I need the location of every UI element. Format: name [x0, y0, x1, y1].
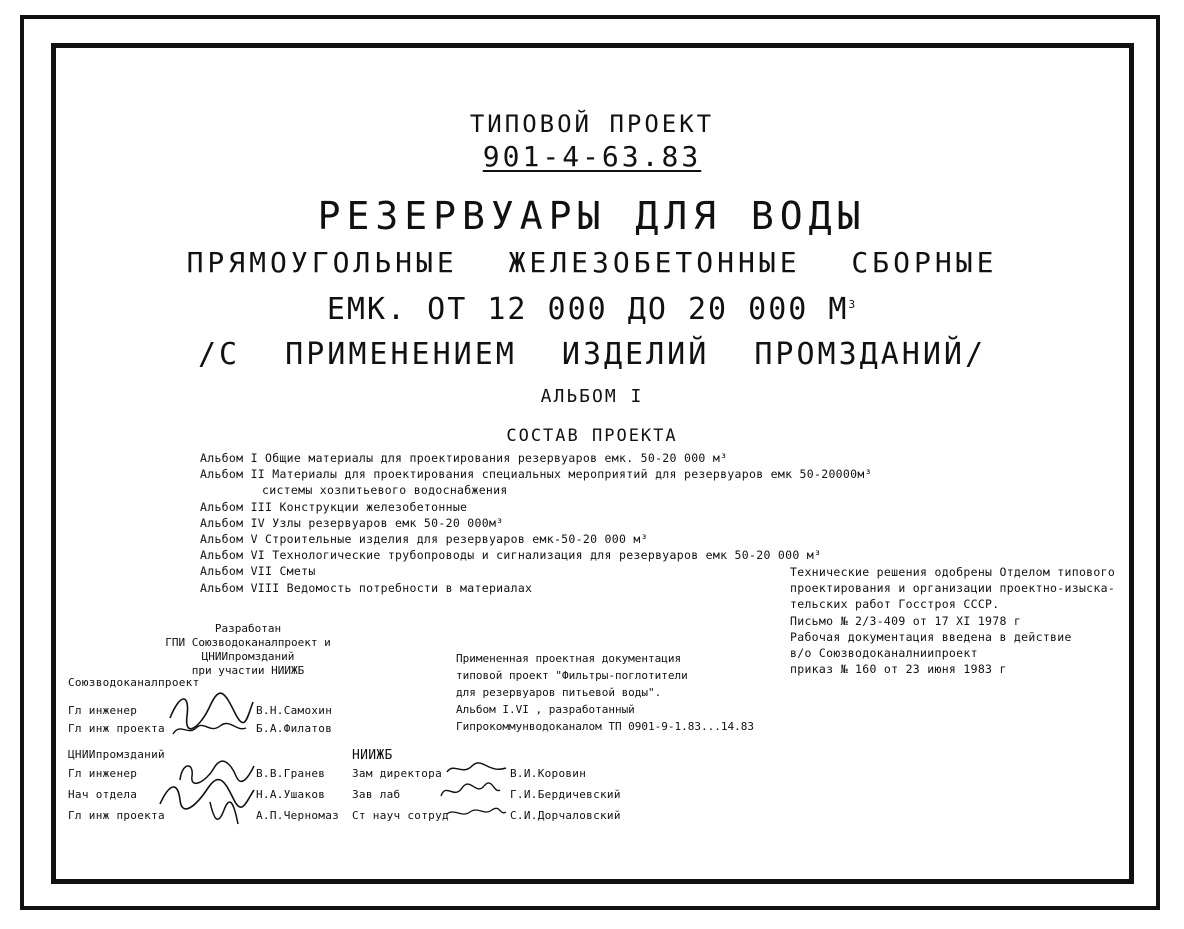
list-item: Альбом II Материалы для проектирования специальных мероприятий для резервуаров емк 50-20000м³ [200, 467, 872, 482]
approval-line: приказ № 160 от 23 июня 1983 г [790, 662, 1007, 677]
composition-list [200, 450, 872, 596]
project-number: 901-4-63.83 [482, 140, 702, 173]
approval-line: Технические решения одобрены Отделом типового [790, 565, 1116, 579]
capacity-superscript: 3 [848, 298, 858, 311]
applied-line: для резервуаров питьевой воды". [456, 686, 662, 699]
developers-heading: Разработан [214, 622, 282, 635]
signature-role: Гл инж проекта [68, 722, 165, 735]
developers-org: ГПИ Союзводоканалпроект и ЦНИИпромзданий [165, 636, 331, 663]
signature-role: Нач отдела [68, 788, 138, 801]
applied-line: Гипрокоммунводоканалом ТП 0901-9-1.83...14.83 [456, 720, 755, 733]
signature-role: Ст науч сотруд [352, 809, 449, 822]
approval-line: в/о Союзводоканалниипроект [790, 646, 978, 661]
list-item: системы хозпитьевого водоснабжения [262, 483, 508, 498]
usage-line: /С ПРИМЕНЕНИЕМ ИЗДЕЛИЙ ПРОМЗДАНИЙ/ [197, 337, 987, 372]
approval-note [790, 564, 1115, 677]
handwritten-signature-dorchalovsky [444, 804, 508, 822]
document-subtitle: ПРЯМОУГОЛЬНЫЕ ЖЕЛЕЗОБЕТОННЫЕ СБОРНЫЕ [186, 246, 998, 279]
signature-role: Гл инж проекта [68, 809, 165, 822]
project-type-heading: ТИПОВОЙ ПРОЕКТ [469, 110, 715, 138]
org-niizhb: НИИЖБ [352, 748, 393, 763]
applied-docs-block [456, 650, 754, 735]
signature-role: Зам директора [352, 767, 442, 780]
list-item: Альбом IV Узлы резервуаров емк 50-20 000м³ [200, 515, 504, 530]
handwritten-signature-korovin [444, 760, 508, 780]
composition-heading: СОСТАВ ПРОЕКТА [506, 426, 678, 446]
signature-name: В.И.Коровин [510, 767, 587, 780]
signature-name: В.В.Гранев [256, 767, 326, 780]
applied-line: Примененная проектная документация [456, 652, 682, 665]
handwritten-signature-chernomaz [204, 800, 244, 830]
approval-line: Рабочая документация введена в действие [790, 629, 1072, 644]
capacity-line [0, 292, 1184, 327]
signature-role: Зав лаб [352, 788, 401, 801]
list-item: Альбом VIII Ведомость потребности в материалах [200, 580, 533, 595]
album-label: АЛЬБОМ I [540, 386, 644, 407]
developers-participation: при участии НИИЖБ [191, 664, 305, 677]
signature-name: Б.А.Филатов [256, 722, 333, 735]
list-item: Альбом VI Технологические трубопроводы и сигнализация для резервуаров емк 50-20 000 м³ [200, 548, 822, 563]
approval-line: тельских работ Госстроя СССР. [790, 597, 1000, 612]
list-item: Альбом VII Сметы [200, 564, 316, 579]
list-item: Альбом V Строительные изделия для резервуаров емк-50-20 000 м³ [200, 532, 648, 547]
list-item: Альбом I Общие материалы для проектирования резервуаров емк. 50-20 000 м³ [200, 451, 728, 465]
approval-line: Письмо № 2/3-409 от 17 XI 1978 г [790, 613, 1022, 628]
applied-line: Альбом I.VI , разработанный [456, 703, 635, 716]
signature-name: Н.А.Ушаков [256, 788, 326, 801]
handwritten-signature-berdichevsky [438, 780, 502, 802]
signature-name: Г.И.Бердичевский [510, 788, 621, 801]
document-title: РЕЗЕРВУАРЫ ДЛЯ ВОДЫ [317, 194, 867, 238]
applied-line: типовой проект "Фильтры-поглотители [456, 669, 688, 682]
signature-name: С.И.Дорчаловский [510, 809, 621, 822]
handwritten-signature-filatov [170, 720, 250, 740]
signature-name: А.П.Черномаз [256, 809, 340, 822]
capacity-text: ЕМК. ОТ 12 000 ДО 20 000 М [326, 292, 849, 327]
org-tsniipromzdaniy: ЦНИИпромзданий [68, 748, 165, 761]
developers-block [118, 622, 378, 678]
signature-role: Гл инженер [68, 704, 138, 717]
list-item: Альбом III Конструкции железобетонные [200, 499, 468, 514]
approval-line: проектирования и организации проектно-изыска- [790, 581, 1116, 596]
signature-role: Гл инженер [68, 767, 138, 780]
org-soyuzvodokanalproekt: Союзводоканалпроект [68, 676, 200, 689]
signature-name: В.Н.Самохин [256, 704, 333, 717]
